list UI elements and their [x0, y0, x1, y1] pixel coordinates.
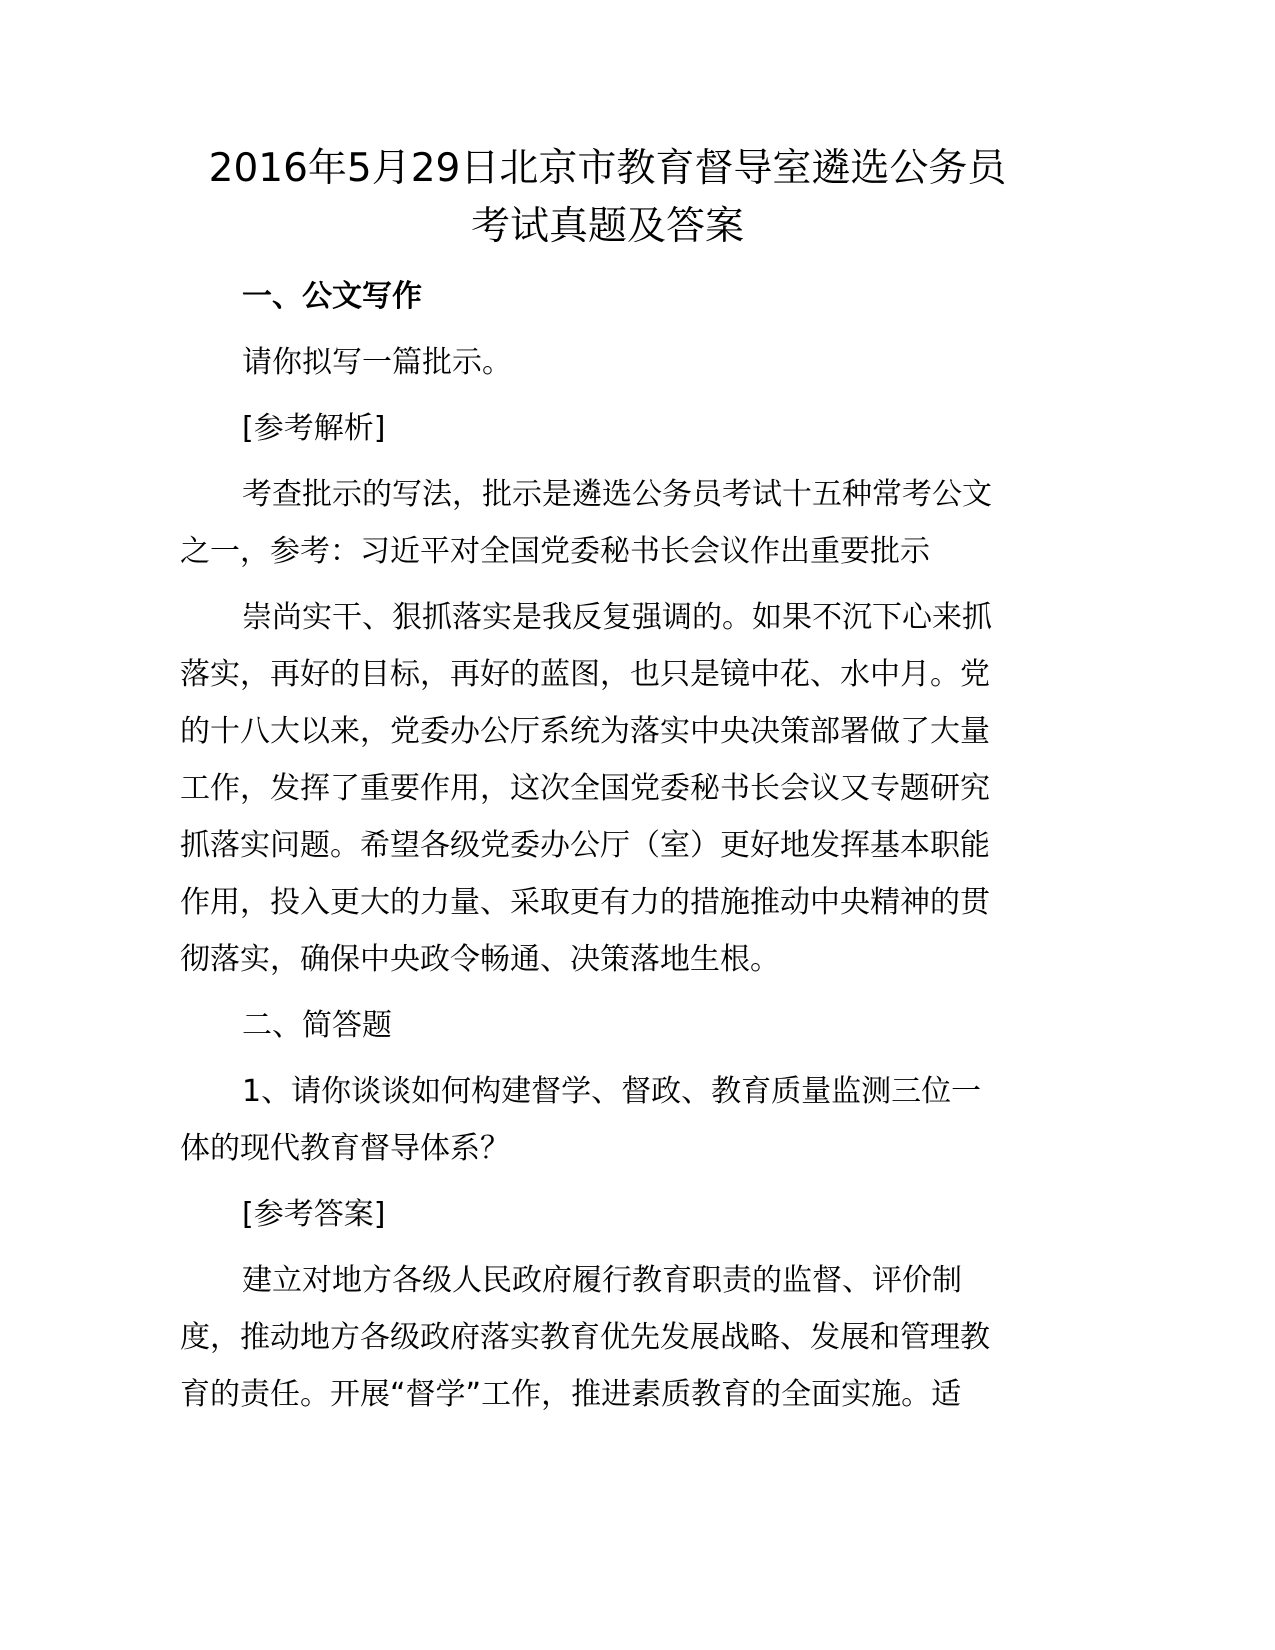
answer-paragraph	[180, 1252, 1035, 1423]
analysis-paragraph	[180, 466, 1035, 580]
sample-line: 抓落实问题。希望各级党委办公厅（室）更好地发挥基本职能	[180, 828, 990, 863]
question2-paragraph	[180, 1063, 1035, 1177]
section1-heading: 一、公文写作	[242, 279, 422, 314]
sample-line: 落实，再好的目标，再好的蓝图，也只是镜中花、水中月。党	[180, 657, 990, 692]
document-page	[180, 140, 1035, 1423]
answer-line: 建立对地方各级人民政府履行教育职责的监督、评价制	[242, 1263, 962, 1298]
sample-line: 的十八大以来，党委办公厅系统为落实中央决策部署做了大量	[180, 714, 990, 749]
question2-line: 1、请你谈谈如何构建督学、督政、教育质量监测三位一	[242, 1074, 982, 1109]
title-line-1: 2016年5月29日北京市教育督导室遴选公务员	[208, 146, 1007, 191]
sample-line: 工作，发挥了重要作用，这次全国党委秘书长会议又专题研究	[180, 771, 990, 806]
analysis-label: [参考解析]	[242, 411, 386, 446]
title-line-2: 考试真题及答案	[470, 204, 744, 249]
question1-text: 请你拟写一篇批示。	[242, 345, 512, 380]
analysis-line: 考查批示的写法，批示是遴选公务员考试十五种常考公文	[242, 477, 992, 512]
sample-paragraph	[180, 589, 1035, 988]
document-title	[180, 140, 1035, 256]
analysis-line: 之一，参考：习近平对全国党委秘书长会议作出重要批示	[180, 534, 930, 569]
answer-label: [参考答案]	[242, 1197, 386, 1232]
section2-heading: 二、简答题	[242, 1008, 392, 1043]
question2-line: 体的现代教育督导体系？	[180, 1131, 510, 1166]
answer-line: 育的责任。开展“督学”工作，推进素质教育的全面实施。适	[180, 1377, 962, 1412]
sample-line: 崇尚实干、狠抓落实是我反复强调的。如果不沉下心来抓	[242, 600, 992, 635]
sample-line: 作用，投入更大的力量、采取更有力的措施推动中央精神的贯	[180, 885, 990, 920]
sample-line: 彻落实，确保中央政令畅通、决策落地生根。	[180, 942, 780, 977]
answer-line: 度，推动地方各级政府落实教育优先发展战略、发展和管理教	[180, 1320, 990, 1355]
